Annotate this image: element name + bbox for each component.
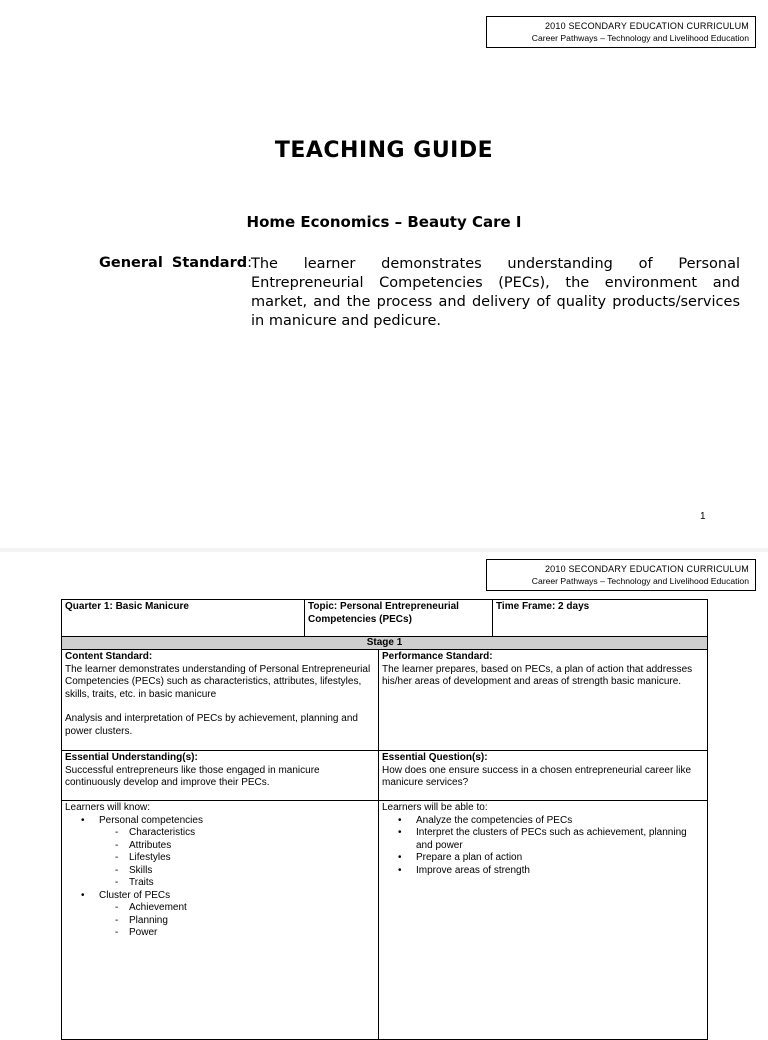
list-item: - Power — [129, 927, 375, 940]
content-standard-text-2: Analysis and interpretation of PECs by achievement, planning and power clusters. — [65, 713, 358, 737]
content-standard-label: Content Standard: — [65, 651, 153, 662]
essential-question-text: How does one ensure success in a chosen entrepreneurial career like manicure services? — [382, 764, 692, 788]
page-2 — [0, 548, 768, 1024]
able-label: Learners will be able to: — [382, 802, 488, 813]
list-item: • Improve areas of strength — [416, 865, 704, 878]
sub-list — [99, 902, 375, 940]
know-label: Learners will know: — [65, 802, 151, 813]
topic-text: Topic: Personal Entrepreneurial Competencies (PECs) — [308, 601, 459, 625]
list-item — [99, 815, 375, 890]
quarter-cell — [61, 599, 305, 637]
know-item-label: Cluster of PECs — [99, 889, 171, 901]
essential-understanding-cell — [61, 750, 379, 801]
performance-standard-cell — [378, 649, 708, 751]
page-title: TEACHING GUIDE — [274, 138, 494, 163]
header-line-1: 2010 SECONDARY EDUCATION CURRICULUM — [544, 564, 749, 574]
general-standard-colon: : — [247, 255, 252, 271]
stage-text: Stage 1 — [366, 637, 403, 648]
general-standard-label — [99, 255, 252, 271]
list-item: - Planning — [129, 915, 375, 928]
page-number: 1 — [700, 511, 706, 522]
essential-question-label: Essential Question(s): — [382, 752, 488, 763]
header-line-2: Career Pathways – Technology and Livelihood Education — [531, 33, 749, 43]
general-standard-text: The learner demonstrates understanding of Personal Entrepreneurial Competencies (PECs), the environment and market, and the process and delivery of quality products/services in manicure and pedicure. — [251, 256, 740, 329]
content-standard-text: The learner demonstrates understanding of Personal Entrepreneurial Competencies (PECs) such as characteristics, attributes, lifestyles, skills, traits, etc. in basic manicure — [65, 663, 371, 700]
list-item: - Achievement — [129, 902, 375, 915]
quarter-text: Quarter 1: Basic Manicure — [65, 601, 189, 612]
essential-understanding-text: Successful entrepreneurs like those engaged in manicure continuously develop and improve their PECs. — [65, 764, 320, 788]
know-list — [65, 815, 375, 940]
list-item: - Lifestyles — [129, 852, 375, 865]
time-frame-text: Time Frame: 2 days — [496, 601, 590, 612]
list-item: • Prepare a plan of action — [416, 852, 704, 865]
teaching-guide-table — [61, 599, 708, 1029]
header-line-2: Career Pathways – Technology and Livelihood Education — [531, 576, 749, 586]
performance-standard-label: Performance Standard: — [382, 651, 493, 662]
general-standard-label-text: General Standard — [99, 255, 248, 271]
header-line-1: 2010 SECONDARY EDUCATION CURRICULUM — [544, 21, 749, 31]
essential-understanding-label: Essential Understanding(s): — [65, 752, 198, 763]
curriculum-header — [486, 16, 756, 48]
list-item: - Characteristics — [129, 827, 375, 840]
list-item: - Traits — [129, 877, 375, 890]
know-item-label: Personal competencies — [99, 814, 203, 826]
performance-standard-text: The learner prepares, based on PECs, a plan of action that addresses his/her areas of development and areas of strength basic manicure. — [382, 663, 693, 687]
curriculum-header-2 — [486, 559, 756, 591]
able-list — [382, 815, 704, 878]
topic-cell — [304, 599, 493, 637]
list-item: - Attributes — [129, 840, 375, 853]
time-frame-cell — [492, 599, 708, 637]
list-item: • Analyze the competencies of PECs — [416, 815, 704, 828]
content-standard-cell — [61, 649, 379, 751]
sub-list — [99, 827, 375, 890]
learners-will-know-cell — [61, 800, 379, 1040]
page-subtitle: Home Economics – Beauty Care I — [246, 213, 522, 231]
list-item: • Interpret the clusters of PECs such as achievement, planning and power — [416, 827, 704, 852]
list-item: - Skills — [129, 865, 375, 878]
essential-question-cell — [378, 750, 708, 801]
list-item — [99, 890, 375, 940]
learners-will-be-able-cell — [378, 800, 708, 1040]
stage-row — [61, 636, 708, 650]
